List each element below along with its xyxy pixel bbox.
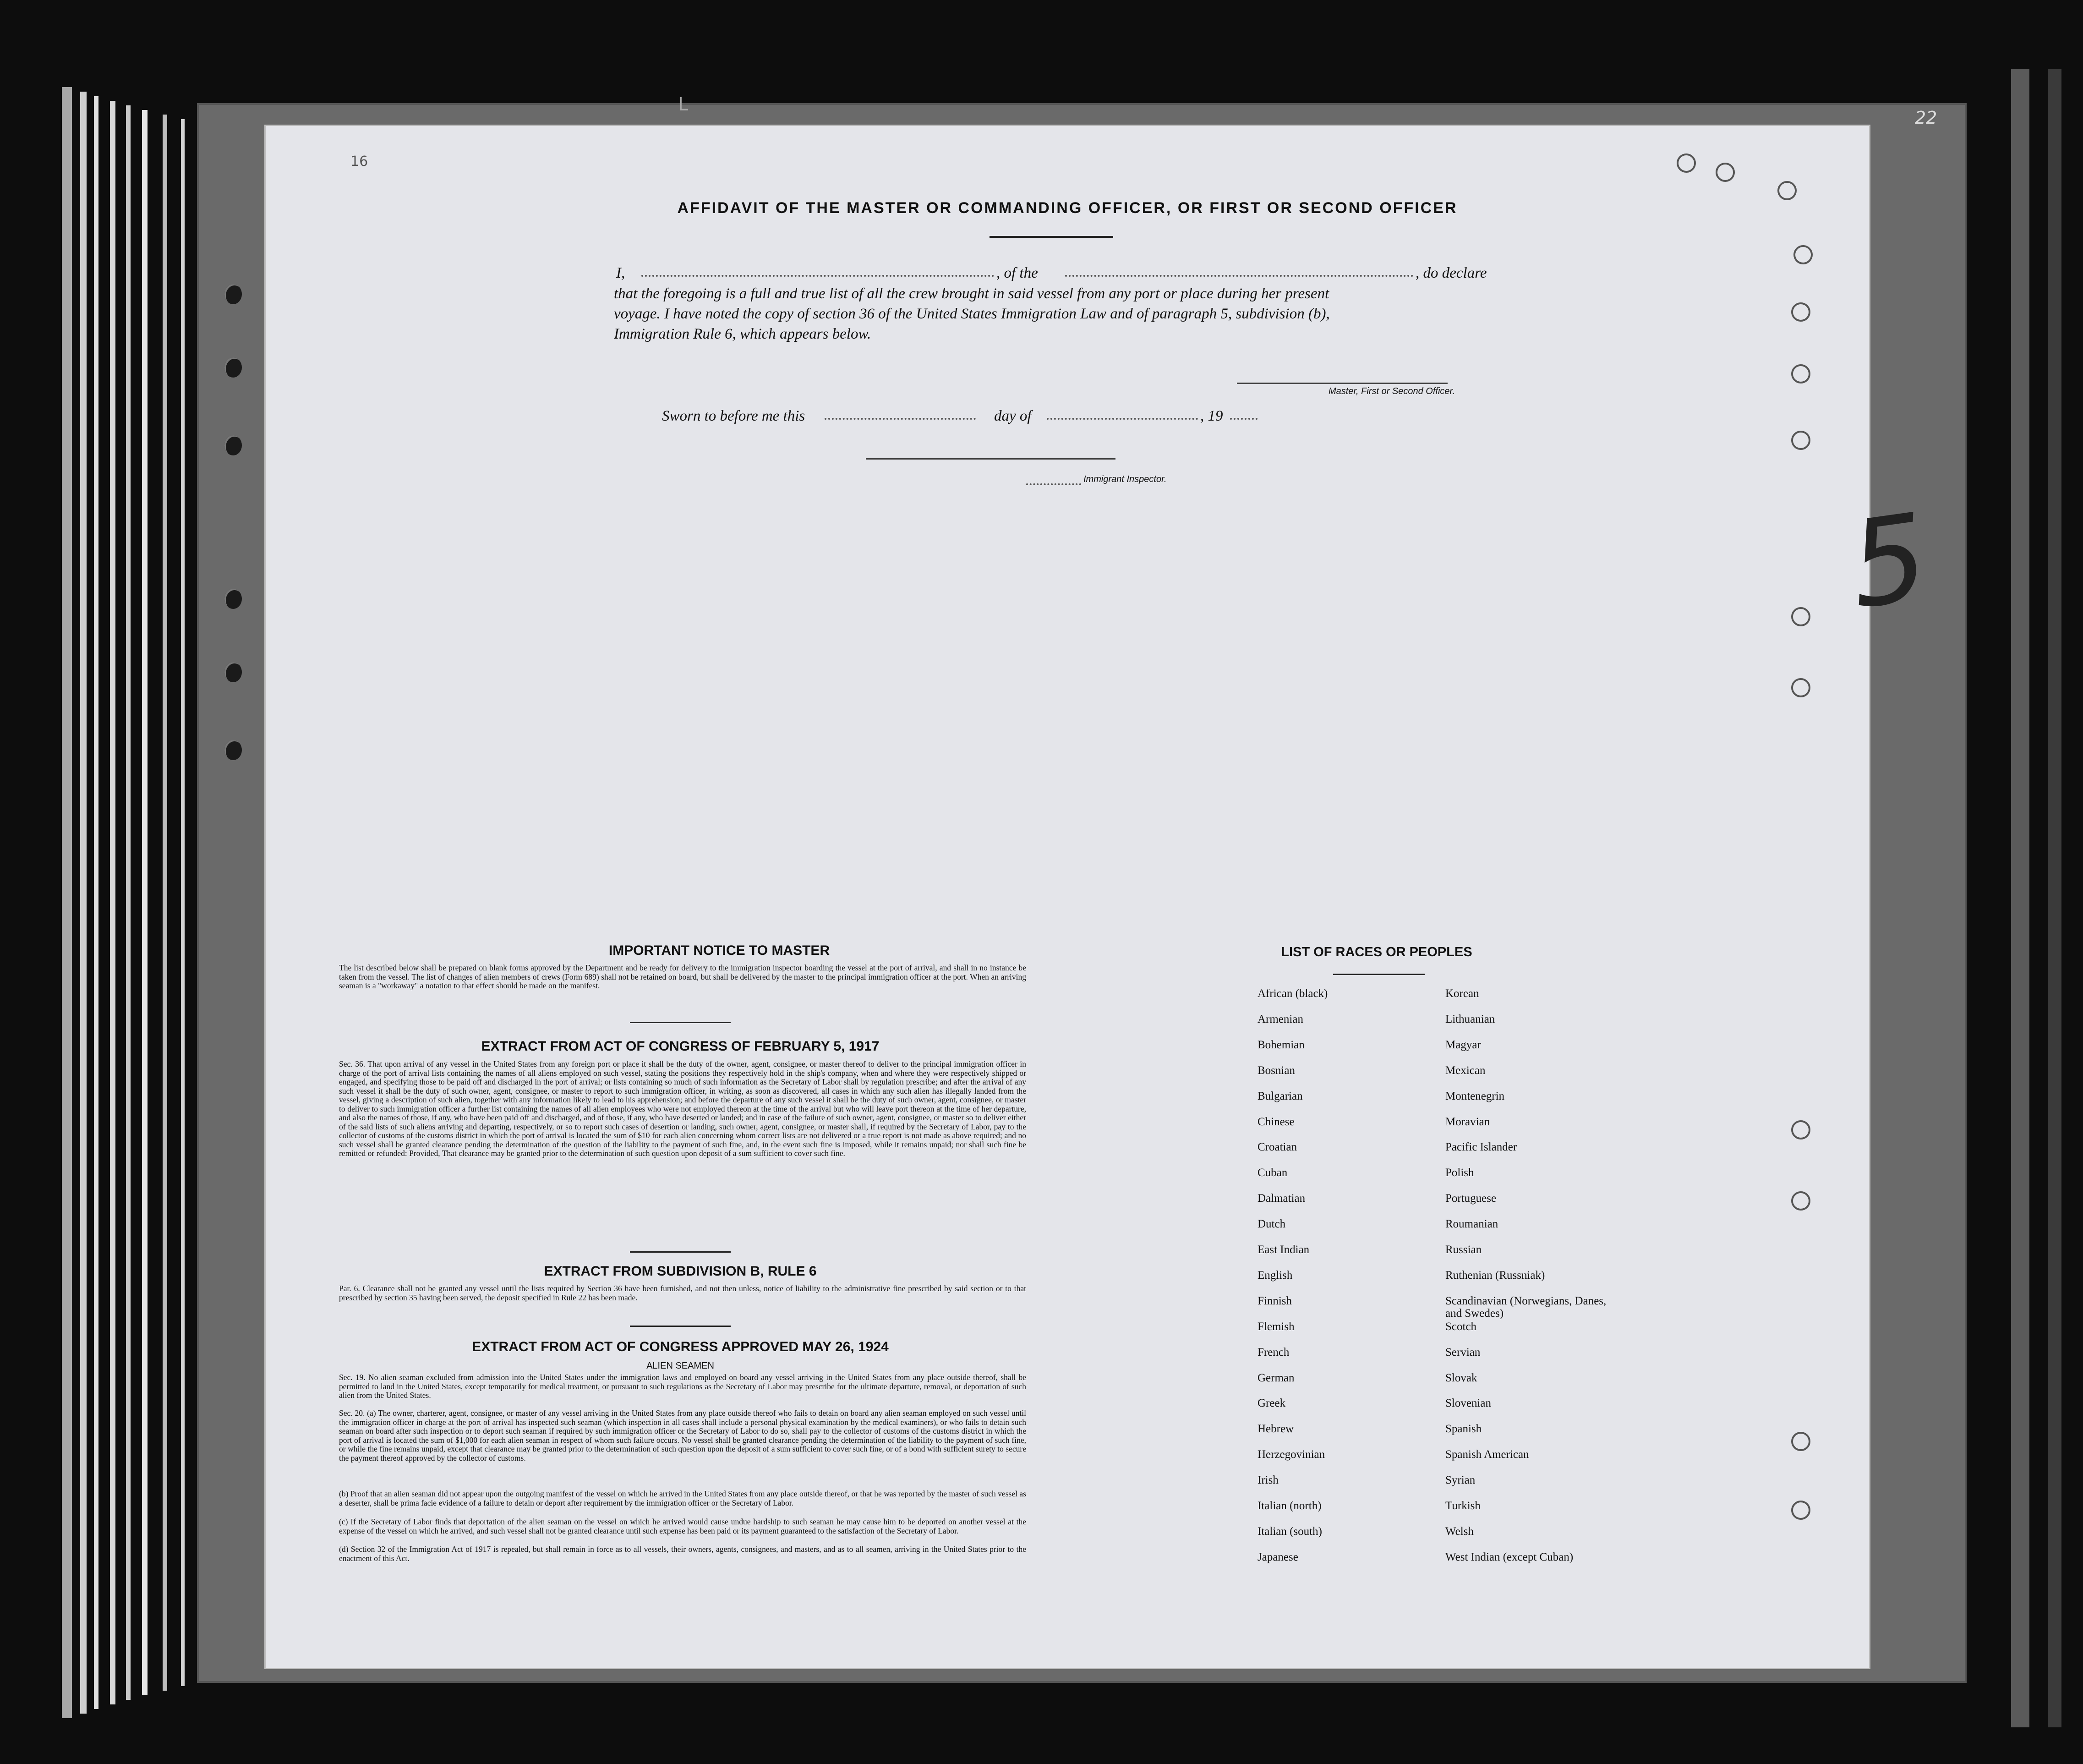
reinforced-hole bbox=[1791, 1501, 1810, 1520]
sworn-month-blank bbox=[1047, 418, 1198, 420]
reinforced-hole bbox=[1716, 163, 1735, 182]
race-item: Scandinavian (Norwegians, Danes, and Swedes) bbox=[1445, 1294, 1607, 1320]
race-item: Greek bbox=[1257, 1397, 1286, 1410]
race-item: Ruthenian (Russniak) bbox=[1445, 1269, 1545, 1282]
reinforced-hole bbox=[1793, 245, 1813, 264]
title-rule bbox=[990, 236, 1113, 238]
race-item: Japanese bbox=[1257, 1550, 1298, 1563]
race-item: Servian bbox=[1445, 1346, 1481, 1359]
inspector-signature-line bbox=[866, 458, 1115, 460]
race-item: Armenian bbox=[1257, 1013, 1303, 1025]
race-item: Slovenian bbox=[1445, 1397, 1491, 1410]
edge-letter: L bbox=[678, 94, 689, 115]
extract-1924-sec20d: (d) Section 32 of the Immigration Act of 1917 is repealed, but shall remain in force as to all vessels, their owners, agents, consignees, and masters, and as to all seamen, arriving in the United States prior to the enactment of this Act. bbox=[339, 1545, 1026, 1563]
day-of-label: day of bbox=[994, 408, 1032, 424]
race-item: Dalmatian bbox=[1257, 1192, 1306, 1205]
page-stack-edge bbox=[62, 87, 72, 1718]
race-item: Spanish bbox=[1445, 1423, 1482, 1435]
race-item: Chinese bbox=[1257, 1115, 1295, 1128]
punch-hole bbox=[224, 357, 242, 378]
section-rule bbox=[630, 1326, 731, 1327]
affidavit-i-label: I, bbox=[616, 265, 625, 281]
affidavit-body-line-3: Immigration Rule 6, which appears below. bbox=[614, 326, 871, 342]
reinforced-hole bbox=[1791, 302, 1810, 322]
race-item: Italian (south) bbox=[1257, 1525, 1322, 1538]
race-item: Magyar bbox=[1445, 1038, 1481, 1051]
affidavit-title: AFFIDAVIT OF THE MASTER OR COMMANDING OFFICER, OR FIRST OR SECOND OFFICER bbox=[677, 199, 1458, 217]
race-item: Welsh bbox=[1445, 1525, 1474, 1538]
race-item: Bulgarian bbox=[1257, 1090, 1303, 1102]
race-item: African (black) bbox=[1257, 987, 1328, 1000]
race-item: Lithuanian bbox=[1445, 1013, 1495, 1025]
race-item: East Indian bbox=[1257, 1244, 1310, 1256]
reinforced-hole bbox=[1791, 607, 1810, 626]
notice-title: IMPORTANT NOTICE TO MASTER bbox=[608, 943, 830, 958]
affidavit-of-the-label: , of the bbox=[996, 265, 1038, 281]
section-rule bbox=[630, 1022, 731, 1023]
extract-1924-title: EXTRACT FROM ACT OF CONGRESS APPROVED MAY 26, 1924 bbox=[472, 1339, 889, 1354]
reinforced-hole bbox=[1677, 153, 1696, 173]
extract-1917-text: Sec. 36. That upon arrival of any vessel in the United States from any foreign port or place it shall be the duty of the owner, agent, consignee, or master thereof to deliver to the principal immigration officer in charge of the port of arrival lists containing the names of all aliens employed on such vessel, stating the positions they respectively hold in the ship's company, when and where they were respectively shipped or engaged, and specifying those to be paid off and discharged in the port of arrival; or lists containing so much of such information as the Secretary of Labor shall by regulation prescribe; and after the arrival of any such vessel it shall be the duty of such owner, agent, consignee, or master to report to such immigration officer, in writing, as soon as discovered, all cases in which any such alien has illegally landed from the vessel, giving a description of such alien, together with any information likely to lead to his apprehension; and before the departure of any such vessel it shall be the duty of such owner, agent, consignee, or master to deliver to such immigration officer a further list containing the names of all alien employees who were not employed thereon at the time of the arrival but who will leave port thereon at the time of her departure, and also the names of those, if any, who have been paid off and discharged, and of those, if any, who have deserted or landed; and in case of the failure of such owner, agent, consignee, or master so to deliver either of the said lists of such aliens arriving and departing, respectively, or so to report such cases of desertion or landing, such owner, agent, consignee, or master shall, if required by the Secretary of Labor, pay to the collector of customs of the customs district in which the port of arrival is located the sum of $10 for each alien concerning whom correct lists are not delivered or a true report is not made as above required; and no such vessel shall be granted clearance pending the determination of the question of the liability to the payment of such fine, and, in the event such fine is imposed, while it remains unpaid; nor shall such fine be remitted or refunded: Provided, That clearance may be granted prior to the determination of such question upon deposit of a sum sufficient to cover such fine. bbox=[339, 1059, 1026, 1158]
manifest-sheet bbox=[266, 94, 1936, 1668]
races-title-rule bbox=[1333, 974, 1425, 975]
corner-mark: 16 bbox=[350, 153, 368, 170]
race-item: Slovak bbox=[1445, 1371, 1477, 1384]
race-item: Irish bbox=[1257, 1474, 1279, 1487]
punch-hole bbox=[224, 284, 242, 304]
race-item: Italian (north) bbox=[1257, 1500, 1322, 1512]
inspector-dots bbox=[1026, 483, 1081, 485]
reinforced-hole bbox=[1791, 1120, 1810, 1139]
affidavit-body-line-1: that the foregoing is a full and true list of all the crew brought in said vessel from any port or place during her present bbox=[614, 285, 1329, 302]
race-item: Spanish American bbox=[1445, 1448, 1529, 1461]
race-item: Korean bbox=[1445, 987, 1479, 1000]
race-item: West Indian (except Cuban) bbox=[1445, 1550, 1574, 1563]
reinforced-hole bbox=[1777, 181, 1797, 200]
race-item: English bbox=[1257, 1269, 1293, 1282]
race-item: Dutch bbox=[1257, 1218, 1286, 1231]
extract-1924-sec20b: (b) Proof that an alien seaman did not appear upon the outgoing manifest of the vessel on which he arrived in the United States from any place outside thereof, or that he was reported by the master of such vessel as a deserter, shall be prima facie evidence of a failure to detain or deport after requirement by the immigration officer or the Secretary of Labor. bbox=[339, 1489, 1026, 1507]
race-item: Moravian bbox=[1445, 1115, 1490, 1128]
race-item: Hebrew bbox=[1257, 1423, 1294, 1435]
race-item: Bosnian bbox=[1257, 1064, 1295, 1077]
notice-text: The list described below shall be prepared on blank forms approved by the Department and be ready for delivery to the immigration inspector boarding the vessel at the port of arrival, and shall in no instance be taken from the vessel. The list of changes of alien members of crews (Form 689) shall not be retained on board, but shall be delivered by the master to the principal immigration officer at the port. When an arriving seaman is a "workaway" a notation to that effect should be made on the manifest. bbox=[339, 963, 1026, 990]
inspector-caption: Immigrant Inspector. bbox=[1083, 474, 1167, 484]
page-stack-edge bbox=[163, 115, 167, 1691]
race-item: Syrian bbox=[1445, 1474, 1476, 1487]
race-item: Mexican bbox=[1445, 1064, 1486, 1077]
page-stack-edge bbox=[126, 105, 131, 1700]
year-label: , 19 bbox=[1200, 408, 1223, 424]
race-item: Portuguese bbox=[1445, 1192, 1497, 1205]
race-item: Turkish bbox=[1445, 1500, 1481, 1512]
race-item: Montenegrin bbox=[1445, 1090, 1505, 1102]
race-item: Croatian bbox=[1257, 1141, 1297, 1154]
race-item: Herzegovinian bbox=[1257, 1448, 1325, 1461]
extract-rule6-title: EXTRACT FROM SUBDIVISION B, RULE 6 bbox=[544, 1264, 817, 1279]
race-item: Pacific Islander bbox=[1445, 1141, 1517, 1154]
binder-edge bbox=[2048, 69, 2061, 1727]
extract-1924-subtitle: ALIEN SEAMEN bbox=[646, 1361, 714, 1371]
page-stack-edge bbox=[80, 92, 87, 1714]
reinforced-hole bbox=[1791, 1432, 1810, 1451]
race-item: Cuban bbox=[1257, 1167, 1288, 1179]
extract-1924-sec20c: (c) If the Secretary of Labor finds that deportation of the alien seaman on the vessel on which he arrived would cause undue hardship to such seaman he may cause him to be deported on another vessel at the expense of the vessel on which he arrived, and such vessel shall not be granted clearance until such expense has been paid or its payment guaranteed to the satisfaction of the Secretary of Labor. bbox=[339, 1517, 1026, 1535]
race-item: Russian bbox=[1445, 1244, 1482, 1256]
punch-hole bbox=[224, 740, 242, 760]
sworn-label: Sworn to before me this bbox=[662, 408, 805, 424]
extract-1924-sec19: Sec. 19. No alien seaman excluded from admission into the United States under the immigration laws and employed on board any vessel arriving in the United States from any place outside thereof, shall be permitted to land in the United States, except temporarily for medical treatment, or pursuant to such regulations as the Secretary of Labor may prescribe for the ultimate departure, removal, or deportation of such alien from the United States. bbox=[339, 1373, 1026, 1400]
race-item: Roumanian bbox=[1445, 1218, 1498, 1231]
binder-edge bbox=[2011, 69, 2029, 1727]
section-rule bbox=[630, 1251, 731, 1253]
name-blank bbox=[641, 275, 994, 277]
sworn-year-blank bbox=[1230, 418, 1257, 420]
signature-caption: Master, First or Second Officer. bbox=[1329, 386, 1455, 396]
race-item: French bbox=[1257, 1346, 1290, 1359]
reinforced-hole bbox=[1791, 678, 1810, 697]
race-item: Scotch bbox=[1445, 1320, 1477, 1333]
race-item: Flemish bbox=[1257, 1320, 1295, 1333]
race-item: German bbox=[1257, 1371, 1295, 1384]
handwritten-number: 5 bbox=[1841, 488, 1936, 636]
vessel-blank bbox=[1065, 275, 1413, 277]
race-item: Finnish bbox=[1257, 1294, 1292, 1307]
page-stack-edge bbox=[181, 119, 185, 1686]
extract-rule6-text: Par. 6. Clearance shall not be granted any vessel until the lists required by Section 36 have been furnished, and not then unless, notice of liability to the administrative fine prescribed by said section or to that prescribed by section 35 having been served, the deposit specified in Rule 22 has been made. bbox=[339, 1284, 1026, 1302]
top-right-mark: 22 bbox=[1915, 108, 1937, 128]
punch-hole bbox=[224, 435, 242, 455]
reinforced-hole bbox=[1791, 364, 1810, 383]
sworn-day-blank bbox=[825, 418, 976, 420]
affidavit-body-line-2: voyage. I have noted the copy of section 36 of the United States Immigration Law and of paragraph 5, subdivision (b), bbox=[614, 306, 1330, 322]
page-stack-edge bbox=[142, 110, 148, 1695]
page-stack-edge bbox=[110, 101, 115, 1704]
extract-1917-title: EXTRACT FROM ACT OF CONGRESS OF FEBRUARY 5, 1917 bbox=[481, 1039, 880, 1054]
punch-hole bbox=[224, 662, 242, 682]
race-item: Polish bbox=[1445, 1167, 1474, 1179]
reinforced-hole bbox=[1791, 431, 1810, 450]
race-item: Bohemian bbox=[1257, 1038, 1305, 1051]
affidavit-declare-label: , do declare bbox=[1416, 265, 1487, 281]
punch-hole bbox=[224, 589, 242, 609]
signature-line bbox=[1237, 383, 1448, 384]
extract-1924-sec20a: Sec. 20. (a) The owner, charterer, agent, consignee, or master of any vessel arriving in the United States from any place outside thereof who fails to detain on board any alien seaman employed on such vessel until the immigration officer in charge at the port of arrival has inspected such seaman (which inspection in all cases shall include a personal physical examination by the medical examiners), or who fails to detain such seaman on board after such inspection or to deport such seaman if required by such immigration officer or the Secretary of Labor to do so, shall pay to the collector of customs of the customs district in which the port of arrival is located the sum of $1,000 for each alien seaman in respect of whom such failure occurs. No vessel shall be granted clearance pending the determination of the liability to the payment of such fine, or while the fine remains unpaid, except that clearance may be granted prior to the determination of such question upon the deposit of a sum sufficient to cover such fine, or of a bond with sufficient surety to secure the payment thereof approved by the collector of customs. bbox=[339, 1408, 1026, 1463]
page-stack-edge bbox=[94, 96, 98, 1709]
races-title: LIST OF RACES OR PEOPLES bbox=[1281, 945, 1472, 959]
reinforced-hole bbox=[1791, 1191, 1810, 1211]
